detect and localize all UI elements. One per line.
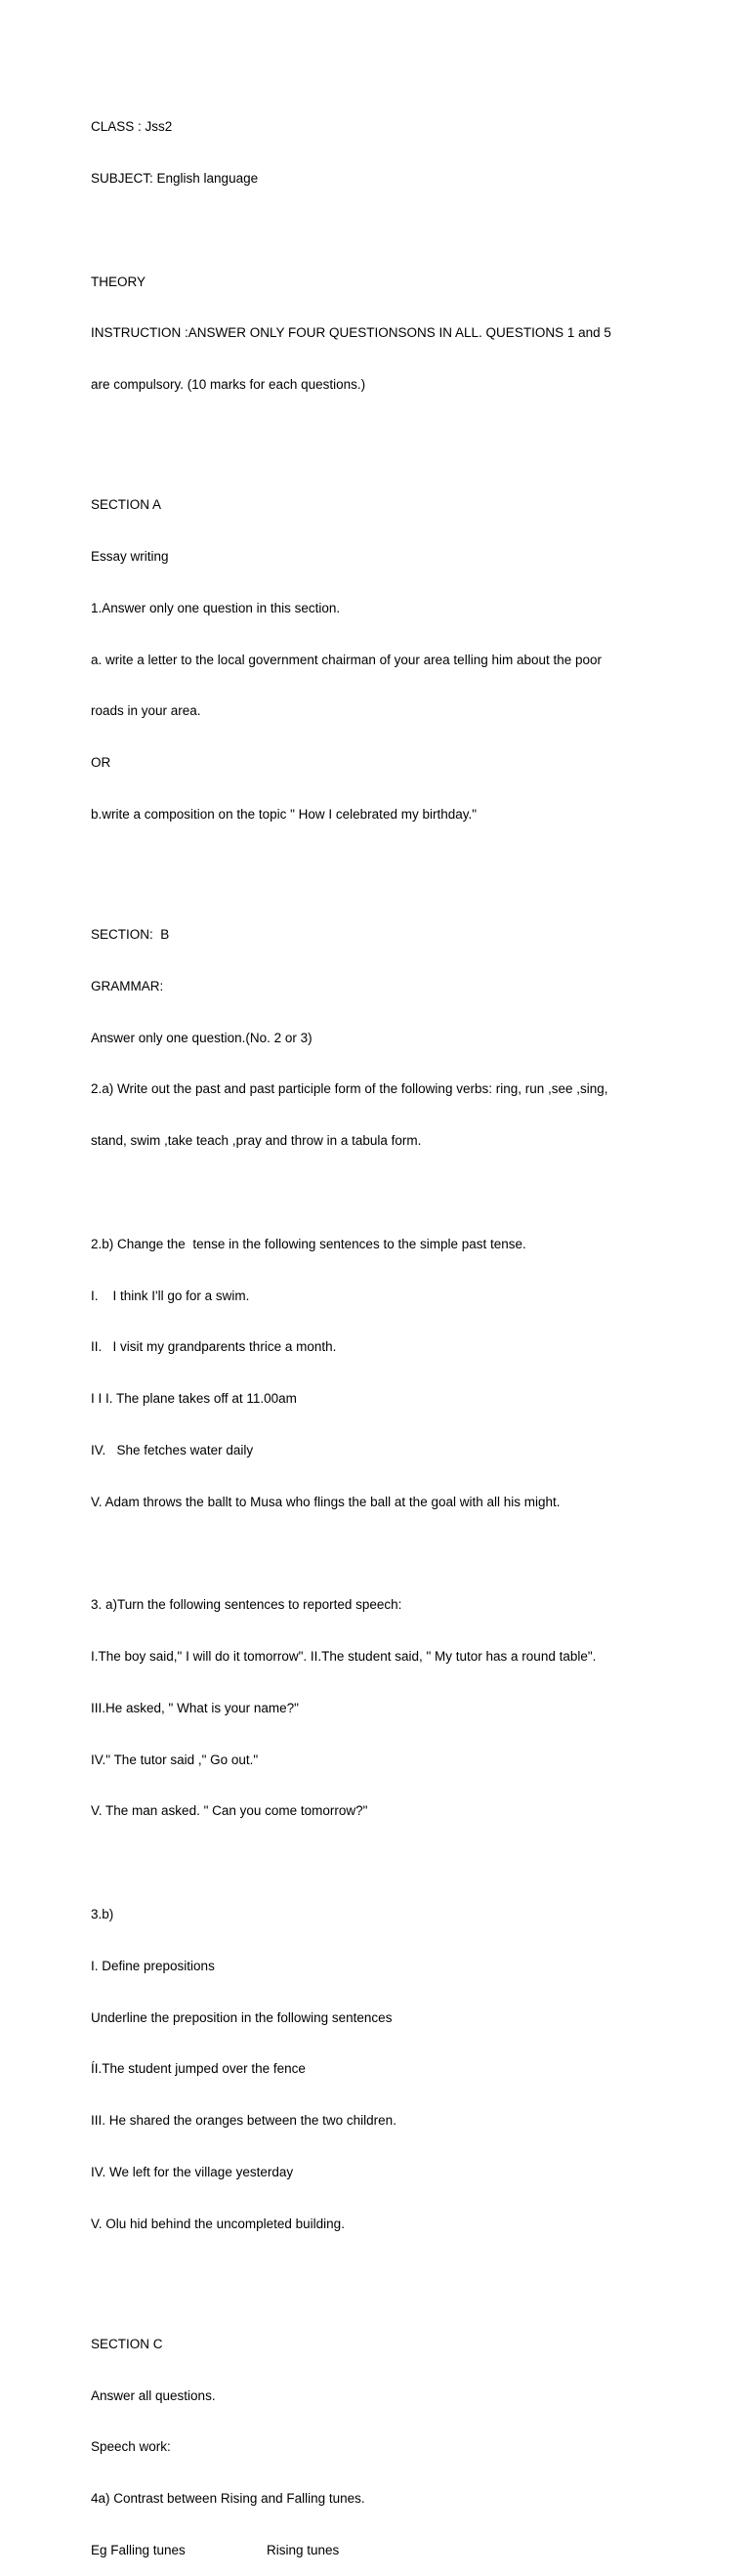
rising-tunes-label: Rising tunes: [267, 2542, 340, 2557]
exam-document: [91, 84, 677, 2576]
q3b-item: III. He shared the oranges between the two children.: [91, 2113, 396, 2129]
q3b-item: I. Define prepositions: [91, 1958, 215, 1973]
blank-line: [91, 858, 677, 875]
q3b-title: 3.b): [91, 1906, 114, 1921]
blank-line: [91, 428, 677, 445]
q2b-item: IV. She fetches water daily: [91, 1442, 254, 1457]
instruction-line-2: are compulsory. (10 marks for each questions.): [91, 377, 366, 393]
section-b-instruction: Answer only one question.(No. 2 or 3): [91, 1030, 312, 1045]
q3a-title: 3. a)Turn the following sentences to reported speech:: [91, 1597, 402, 1613]
q2b-item: II. I visit my grandparents thrice a month.: [91, 1339, 337, 1355]
q4a: 4a) Contrast between Rising and Falling tunes.: [91, 2491, 365, 2507]
section-a-title: SECTION A: [91, 497, 162, 513]
blank-line: [91, 1544, 677, 1562]
q3b-item: Underline the preposition in the following sentences: [91, 2009, 393, 2025]
q3a-item: III.He asked, " What is your name?": [91, 1700, 299, 1715]
q2b-title: 2.b) Change the tense in the following sentences to the simple past tense.: [91, 1236, 526, 1251]
q3b-item: IV. We left for the village yesterday: [91, 2164, 294, 2179]
class-line: CLASS : Jss2: [91, 119, 173, 135]
q3b-item: ÍI.The student jumped over the fence: [91, 2061, 306, 2077]
section-c-title: SECTION C: [91, 2336, 163, 2351]
blank-line: [91, 1184, 677, 1202]
blank-line: [91, 2266, 677, 2284]
q2a-line-1: 2.a) Write out the past and past participle form of the following verbs: ring, run ,see ,sing,: [91, 1081, 608, 1097]
q3b-item: V. Olu hid behind the uncompleted building.: [91, 2216, 345, 2231]
section-b-subtitle: GRAMMAR:: [91, 978, 164, 993]
theory-title: THEORY: [91, 274, 146, 289]
q2b-item: I I I. The plane takes off at 11.00am: [91, 1391, 297, 1407]
subject-line: SUBJECT: English language: [91, 170, 259, 186]
section-a-subtitle: Essay writing: [91, 549, 169, 565]
example-row: [91, 2542, 677, 2559]
q2b-item: I. I think I'll go for a swim.: [91, 1288, 250, 1303]
q3a-item: I.The boy said," I will do it tomorrow". II.The student said, " My tutor has a round table".: [91, 1649, 597, 1665]
falling-tunes-label: Eg Falling tunes: [91, 2542, 186, 2557]
section-a-instruction: 1.Answer only one question in this section.: [91, 600, 341, 615]
q3a-item: V. The man asked. " Can you come tomorrow?": [91, 1803, 368, 1819]
q2b-item: V. Adam throws the ballt to Musa who flings the ball at the goal with all his might.: [91, 1494, 561, 1509]
blank-line: [91, 222, 677, 239]
q3a-item: IV." The tutor said ," Go out.": [91, 1752, 259, 1767]
section-c-instruction: Answer all questions.: [91, 2387, 216, 2403]
section-c-subtitle: Speech work:: [91, 2439, 171, 2455]
q2a-line-2: stand, swim ,take teach ,pray and throw in a tabula form.: [91, 1133, 422, 1149]
or-label: OR: [91, 755, 111, 771]
option-b: b.write a composition on the topic " How I celebrated my birthday.": [91, 806, 478, 822]
instruction-line-1: INSTRUCTION :ANSWER ONLY FOUR QUESTIONSONS IN ALL. QUESTIONS 1 and 5: [91, 325, 611, 341]
section-b-title: SECTION: B: [91, 927, 170, 943]
blank-line: [91, 1854, 677, 1872]
option-a-line-1: a. write a letter to the local government chairman of your area telling him about the poor: [91, 652, 603, 667]
option-a-line-2: roads in your area.: [91, 703, 201, 719]
